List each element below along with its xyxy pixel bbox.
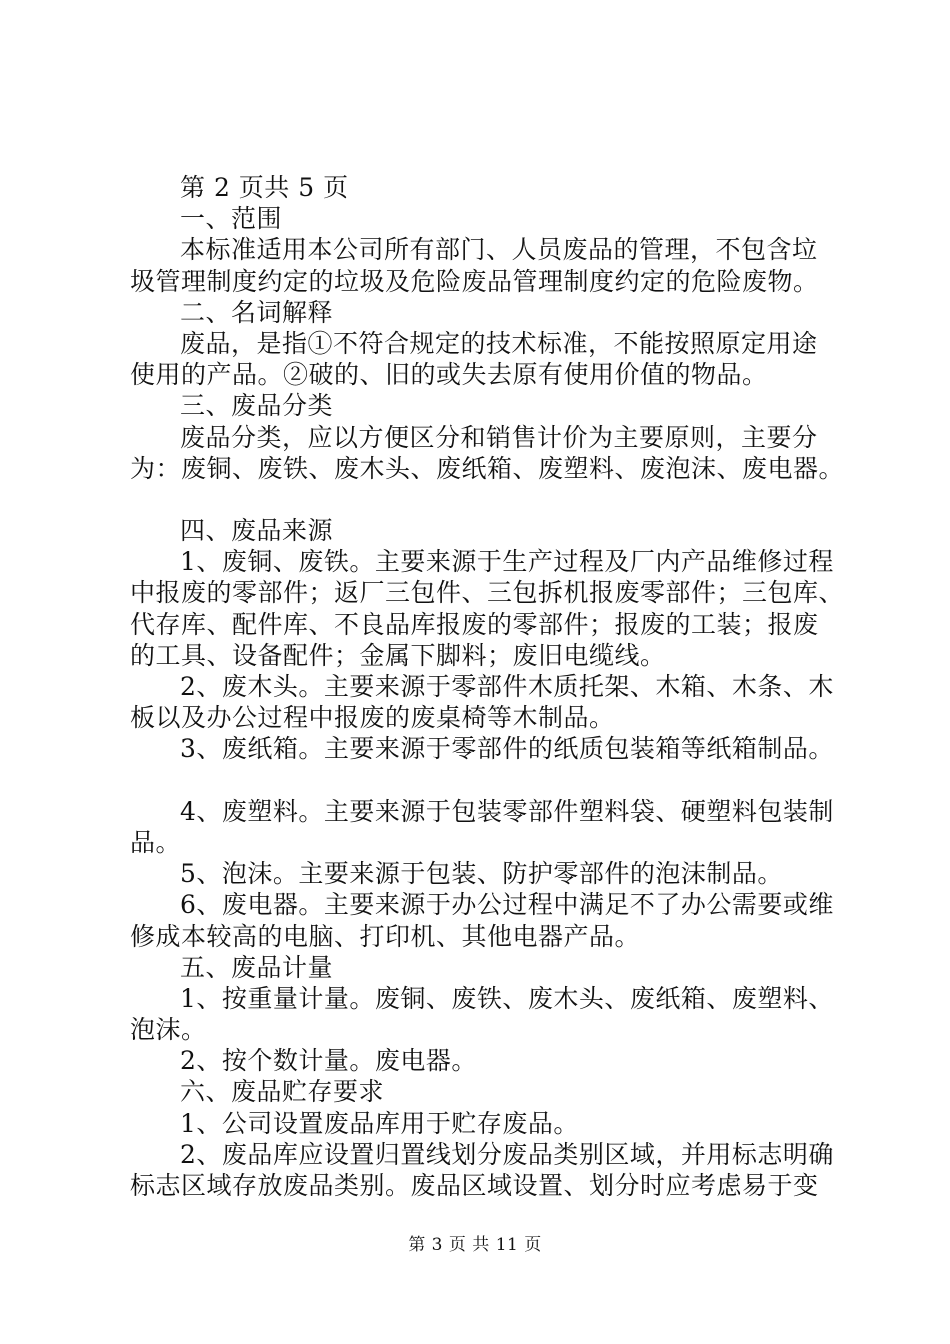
blank-line xyxy=(130,765,842,796)
text-line: 六、废品贮存要求 xyxy=(180,1077,385,1107)
text-line: 板以及办公过程中报废的废桌椅等木制品。 xyxy=(130,703,615,733)
text-line: 废品，是指①不符合规定的技术标准，不能按照原定用途 xyxy=(180,328,818,358)
document-body xyxy=(130,172,845,1201)
text-line: 圾管理制度约定的垃圾及危险废品管理制度约定的危险废物。 xyxy=(130,266,819,296)
text-line: 使用的产品。②破的、旧的或失去原有使用价值的物品。 xyxy=(130,360,768,390)
text-line: 泡沫。 xyxy=(130,1015,207,1045)
text-line: 五、废品计量 xyxy=(180,952,334,982)
text-line: 1、按重量计量。废铜、废铁、废木头、废纸箱、废塑料、 xyxy=(180,983,834,1013)
text-line: 四、废品来源 xyxy=(180,516,334,546)
text-line: 中报废的零部件；返厂三包件、三包拆机报废零部件；三包库、 xyxy=(130,578,845,608)
text-line: 三、废品分类 xyxy=(180,391,334,421)
text-line: 的工具、设备配件；金属下脚料；废旧电缆线。 xyxy=(130,640,666,670)
text-line: 1、废铜、废铁。主要来源于生产过程及厂内产品维修过程 xyxy=(180,547,834,577)
text-line: 2、废木头。主要来源于零部件木质托架、木箱、木条、木 xyxy=(180,672,834,701)
blank-line xyxy=(130,484,842,515)
text-line: 4、废塑料。主要来源于包装零部件塑料袋、硬塑料包装制 xyxy=(180,796,834,826)
text-line: 二、名词解释 xyxy=(180,297,334,327)
text-line: 6、废电器。主要来源于办公过程中满足不了办公需要或维 xyxy=(180,890,834,920)
page-footer: 第 3 页 共 11 页 xyxy=(408,1235,542,1255)
text-line: 品。 xyxy=(130,827,182,857)
text-line: 修成本较高的电脑、打印机、其他电器产品。 xyxy=(130,921,641,951)
text-line: 1、公司设置废品库用于贮存废品。 xyxy=(180,1108,579,1138)
text-line: 代存库、配件库、不良品库报废的零部件；报废的工装；报废 xyxy=(130,609,819,639)
text-line: 5、泡沫。主要来源于包装、防护零部件的泡沫制品。 xyxy=(180,859,783,889)
text-line: 第 2 页共 5 页 xyxy=(180,173,349,202)
text-line: 标志区域存放废品类别。废品区域设置、划分时应考虑易于变 xyxy=(130,1171,819,1200)
text-line: 2、按个数计量。废电器。 xyxy=(180,1046,477,1076)
text-line: 一、范围 xyxy=(180,204,283,234)
text-line: 为：废铜、废铁、废木头、废纸箱、废塑料、废泡沫、废电器。 xyxy=(130,453,845,483)
text-line: 本标准适用本公司所有部门、人员废品的管理，不包含垃 xyxy=(180,235,818,265)
text-line: 3、废纸箱。主要来源于零部件的纸质包装箱等纸箱制品。 xyxy=(180,734,834,764)
text-line: 2、废品库应设置归置线划分废品类别区域，并用标志明确 xyxy=(180,1139,834,1169)
text-line: 废品分类，应以方便区分和销售计价为主要原则，主要分 xyxy=(180,422,818,452)
